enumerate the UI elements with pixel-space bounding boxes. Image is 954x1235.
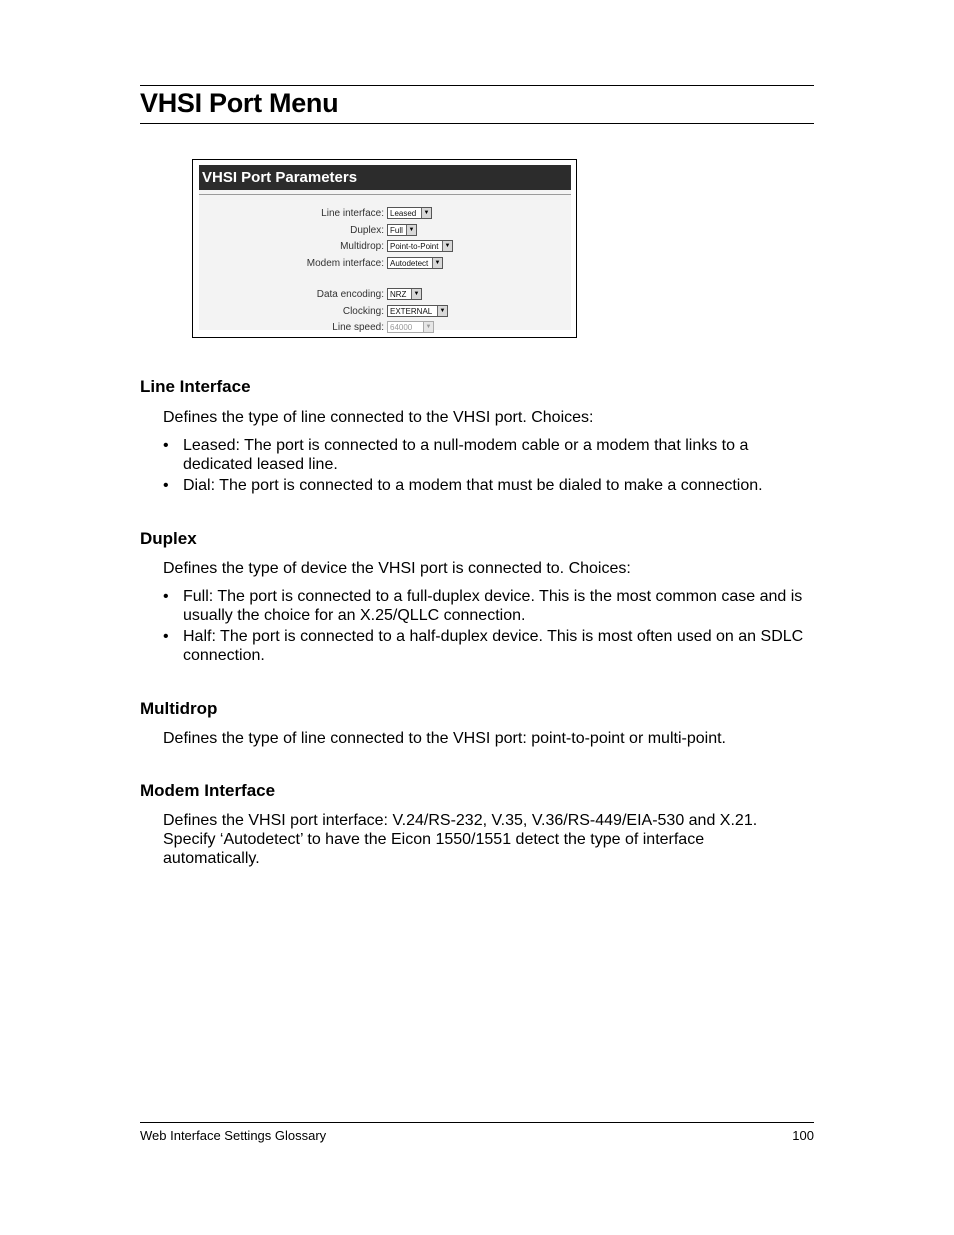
list-item xyxy=(163,436,814,474)
duplex-select[interactable] xyxy=(387,224,417,236)
modem-interface-select[interactable] xyxy=(387,257,443,269)
line-interface-intro: Defines the type of line connected to the VHSI port. Choices: xyxy=(163,409,594,426)
duplex-choices xyxy=(163,587,814,667)
line-speed-select[interactable] xyxy=(387,321,434,333)
vhsi-port-parameters-figure xyxy=(192,159,577,338)
title-bottom-rule xyxy=(140,123,814,124)
data-encoding-row xyxy=(199,288,571,302)
chevron-down-icon: ▼ xyxy=(432,258,442,268)
bullet-icon: • xyxy=(163,588,169,605)
clocking-value: EXTERNAL xyxy=(390,307,433,316)
bullet-icon: • xyxy=(163,437,169,454)
line-interface-row xyxy=(199,207,571,221)
modem-interface-label: Modem interface: xyxy=(306,258,384,269)
multidrop-value: Point-to-Point xyxy=(390,242,439,251)
duplex-row xyxy=(199,224,571,238)
modem-interface-heading: Modem Interface xyxy=(140,781,276,800)
modem-interface-value: Autodetect xyxy=(390,259,429,268)
line-speed-value: 64000 xyxy=(390,323,413,332)
panel-title: VHSI Port Parameters xyxy=(199,165,571,190)
bullet-text: Leased: The port is connected to a null-modem cable or a modem that links to a dedicated leased line. xyxy=(183,437,749,473)
list-item xyxy=(163,587,814,625)
bullet-icon: • xyxy=(163,628,169,645)
line-interface-label: Line interface: xyxy=(321,208,384,219)
bullet-text: Half: The port is connected to a half-duplex device. This is most often used on an SDLC connection. xyxy=(183,628,804,664)
line-interface-choices xyxy=(163,436,814,497)
multidrop-label: Multidrop: xyxy=(340,241,384,252)
chevron-down-icon: ▼ xyxy=(421,208,431,218)
bullet-text: Dial: The port is connected to a modem that must be dialed to make a connection. xyxy=(183,477,763,494)
chevron-down-icon: ▼ xyxy=(411,289,421,299)
modem-interface-row xyxy=(199,257,571,271)
page-title: VHSI Port Menu xyxy=(140,88,339,118)
multidrop-select[interactable] xyxy=(387,240,453,252)
line-interface-select[interactable] xyxy=(387,207,432,219)
duplex-value: Full xyxy=(390,226,403,235)
chevron-down-icon: ▼ xyxy=(423,322,433,332)
chevron-down-icon: ▼ xyxy=(406,225,416,235)
duplex-intro: Defines the type of device the VHSI port is connected to. Choices: xyxy=(163,560,631,577)
duplex-heading: Duplex xyxy=(140,529,197,548)
chevron-down-icon: ▼ xyxy=(442,241,452,251)
clocking-row xyxy=(199,305,571,319)
line-speed-label: Line speed: xyxy=(332,322,384,333)
panel-divider xyxy=(199,194,571,195)
parameters-panel xyxy=(199,165,571,333)
data-encoding-select[interactable] xyxy=(387,288,422,300)
page-number: 100 xyxy=(792,1128,814,1143)
bullet-icon: • xyxy=(163,477,169,494)
data-encoding-value: NRZ xyxy=(390,290,407,299)
duplex-label: Duplex: xyxy=(350,225,384,236)
data-encoding-label: Data encoding: xyxy=(316,289,384,300)
list-item xyxy=(163,627,814,665)
bullet-text: Full: The port is connected to a full-duplex device. This is the most common case and is usually the choice for an X.25/QLLC connection. xyxy=(183,588,803,624)
clocking-select[interactable] xyxy=(387,305,448,317)
footer-title: Web Interface Settings Glossary xyxy=(140,1128,327,1143)
line-speed-row xyxy=(199,321,571,335)
line-interface-value: Leased xyxy=(390,209,417,218)
chevron-down-icon: ▼ xyxy=(437,306,447,316)
multidrop-row xyxy=(199,240,571,254)
multidrop-body: Defines the type of line connected to the VHSI port: point-to-point or multi-point. xyxy=(163,730,726,747)
modem-interface-body: Defines the VHSI port interface: V.24/RS-232, V.35, V.36/RS-449/EIA-530 and X.21. Specify ‘Autodetect’ to have the Eicon 1550/1551 detect the type of interface automatically. xyxy=(163,812,758,867)
clocking-label: Clocking: xyxy=(342,306,384,317)
line-interface-heading: Line Interface xyxy=(140,377,251,396)
footer-rule xyxy=(140,1122,814,1123)
list-item xyxy=(163,476,814,495)
multidrop-heading: Multidrop xyxy=(140,699,218,718)
